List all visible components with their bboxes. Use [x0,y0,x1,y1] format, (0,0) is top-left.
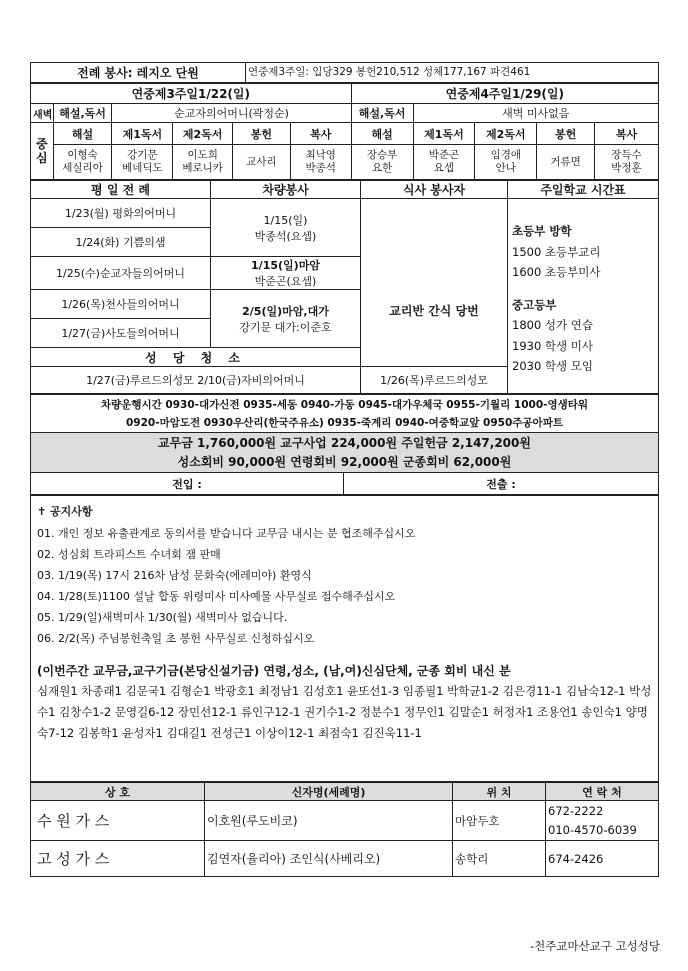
ad-place-1: 송학리 [453,841,546,877]
ad-owner-1: 김연자(율리아) 조인식(사베리오) [205,841,453,877]
vehicle-duty-1: 1/15(일)마암 박준곤(요셉) [211,257,361,290]
transfer-out: 전출 : [344,473,659,495]
right-role-1: 제1독서 [413,123,475,145]
schedule-table [30,180,659,394]
elem-title: 초등부 방학 [512,224,572,238]
right-person-4: 장득수 박정훈 [594,145,658,180]
right-person-3: 거류면 [537,145,595,180]
meal-header: 식사 봉사자 [361,181,508,199]
ad-name-0: 수 원 가 스 [31,801,205,841]
dawn-label: 새벽 [31,104,54,123]
vehicle-duty-2: 2/5(일)마암,대가 강기문 대가:이준호 [211,290,361,348]
ads-header-name: 상 호 [31,783,205,801]
right-role-4: 복사 [594,123,658,145]
header-table [30,62,659,83]
ad-phone-0: 672-2222 010-4570-6039 [546,801,659,841]
elem-item-1: 1600 초등부미사 [512,265,601,279]
bus-schedule: 차량운행시간 0930-대가신전 0935-세동 0940-가동 0945-대가우체국 0955-기월리 1000-영생타워 0920-마암도전 0930우산리(한국주유소) 0935-죽계리 0940-여중학교앞 0950주공아파트 [31,395,659,433]
ad-owner-0: 이호원(루도비코) [205,801,453,841]
left-mass-title: 연중제3주일1/22(일) [31,84,352,104]
right-person-2: 임경애 안나 [475,145,537,180]
left-role-3: 봉헌 [233,123,291,145]
meal-duty: 교리반 간식 당번 [361,199,508,367]
vehicle-duty-0: 1/15(일) 박종석(요셉) [211,199,361,257]
left-person-3: 교사리 [233,145,291,180]
notices-table [30,495,659,782]
left-role-4: 복사 [290,123,351,145]
left-dawn-role: 해설,독서 [53,104,112,123]
cleaning-right: 1/26(목)루르드의성모 [361,367,508,394]
transfer-in: 전입 : [31,473,344,495]
right-role-3: 봉헌 [537,123,595,145]
notices-title: ✝ 공지사항 [37,505,93,518]
right-role-0: 해설 [351,123,413,145]
weekday-mass-3: 1/26(목)천사들의어머니 [31,290,211,319]
ads-header-place: 위 치 [453,783,546,801]
left-person-2: 이도희 베로니카 [173,145,233,180]
ads-header-owner: 신자명(세례명) [205,783,453,801]
right-dawn-name: 새벽 미사없음 [413,104,658,123]
weekday-mass-4: 1/27(금)사도들의어머니 [31,319,211,348]
mid-item-2: 2030 학생 모임 [512,359,594,373]
vehicle-header: 차량봉사 [211,181,361,199]
ad-phone-1: 674-2426 [546,841,659,877]
weekday-mass-1: 1/24(화) 기쁨의샘 [31,228,211,257]
right-dawn-role: 해설,독서 [351,104,413,123]
ad-name-1: 고 성 가 스 [31,841,205,877]
left-person-0: 이형숙 세실리아 [53,145,112,180]
liturgy-title: 전례 봉사: 레지오 단원 [31,63,246,83]
left-person-4: 최낙영 박종석 [290,145,351,180]
mid-item-0: 1800 성가 연습 [512,318,594,332]
notice-item-2: 03. 1/19(목) 17시 216차 남성 문화숙(에레미야) 환영식 [37,569,312,582]
sunday-school-schedule [508,199,659,394]
notice-item-3: 04. 1/28(토)1100 설날 합동 위령미사 미사예물 사무실로 접수해주십시오 [37,590,396,603]
mass-roles-table [30,83,659,180]
left-role-1: 제1독서 [112,123,173,145]
donor-title: (이번주간 교무금,교구기금(본당신설기금) 연령,성소, (남,여)신심단체, 군종 회비 내신 분 [37,664,511,678]
notice-item-0: 01. 개인 정보 유출관계로 동의서를 받습니다 교무금 내시는 분 협조해주십시오 [37,527,416,540]
bulletin-sheet [30,62,659,877]
weekday-mass-0: 1/23(월) 평화의어머니 [31,199,211,228]
weekday-mass-2: 1/25(수)순교자들의어머니 [31,257,211,290]
bus-finance-table [30,394,659,495]
parish-footer: -천주교마산교구 고성성당 [529,939,660,953]
ad-place-0: 마암두호 [453,801,546,841]
cleaning-title: 성 당 청 소 [31,348,361,367]
right-mass-title: 연중제4주일1/29(일) [351,84,658,104]
finance-summary: 교무금 1,760,000원 교구사업 224,000원 주일헌금 2,147,200원 성소회비 90,000원 연령회비 92,000원 군종회비 62,000원 [31,433,659,473]
center-label: 중심 [31,123,54,180]
sunday-school-header: 주일학교 시간표 [508,181,659,199]
notice-item-5: 06. 2/2(목) 주님봉헌축일 초 봉헌 사무실로 신청하십시오 [37,632,315,645]
notice-item-1: 02. 성심회 트라피스트 수녀회 잼 판매 [37,548,221,561]
cleaning-text: 1/27(금)루르드의성모 2/10(금)자비의어머니 [31,367,361,394]
hymn-stats: 연중제3주일: 입당329 봉헌210,512 성체177,167 파견461 [246,63,659,83]
notices-box [31,496,659,782]
right-person-0: 장승부 요한 [351,145,413,180]
ads-header-phone: 연 락 처 [546,783,659,801]
donor-list: 심재원1 차종래1 김문국1 김형순1 박광호1 최정남1 김성호1 윤또선1-3 임종필1 박학균1-2 김은경11-1 김남숙12-1 박성수1 김창수1-2 문영길6-12 장민선12-1 류인구12-1 권기수1-2 정분수1 정무인1 김말순1 허정자1 조용언1 송인숙1 양명숙7-12 김봉학1 윤성자1 김대길1 전성근1 이상이12-1 최점숙1 김진욱11-1 [37,684,652,740]
left-dawn-name: 순교자의어머니(곽정순) [112,104,351,123]
right-person-1: 박준곤 요셉 [413,145,475,180]
notice-item-4: 05. 1/29(일)새벽미사 1/30(월) 새벽미사 없습니다. [37,611,288,624]
weekday-header: 평 일 전 례 [31,181,211,199]
left-role-0: 해설 [53,123,112,145]
left-role-2: 제2독서 [173,123,233,145]
mid-item-1: 1930 학생 미사 [512,338,594,353]
mid-title: 중고등부 [512,297,557,312]
ads-table [30,782,659,877]
elem-item-0: 1500 초등부교리 [512,244,601,259]
right-role-2: 제2독서 [475,123,537,145]
left-person-1: 강기문 베네딕도 [112,145,173,180]
